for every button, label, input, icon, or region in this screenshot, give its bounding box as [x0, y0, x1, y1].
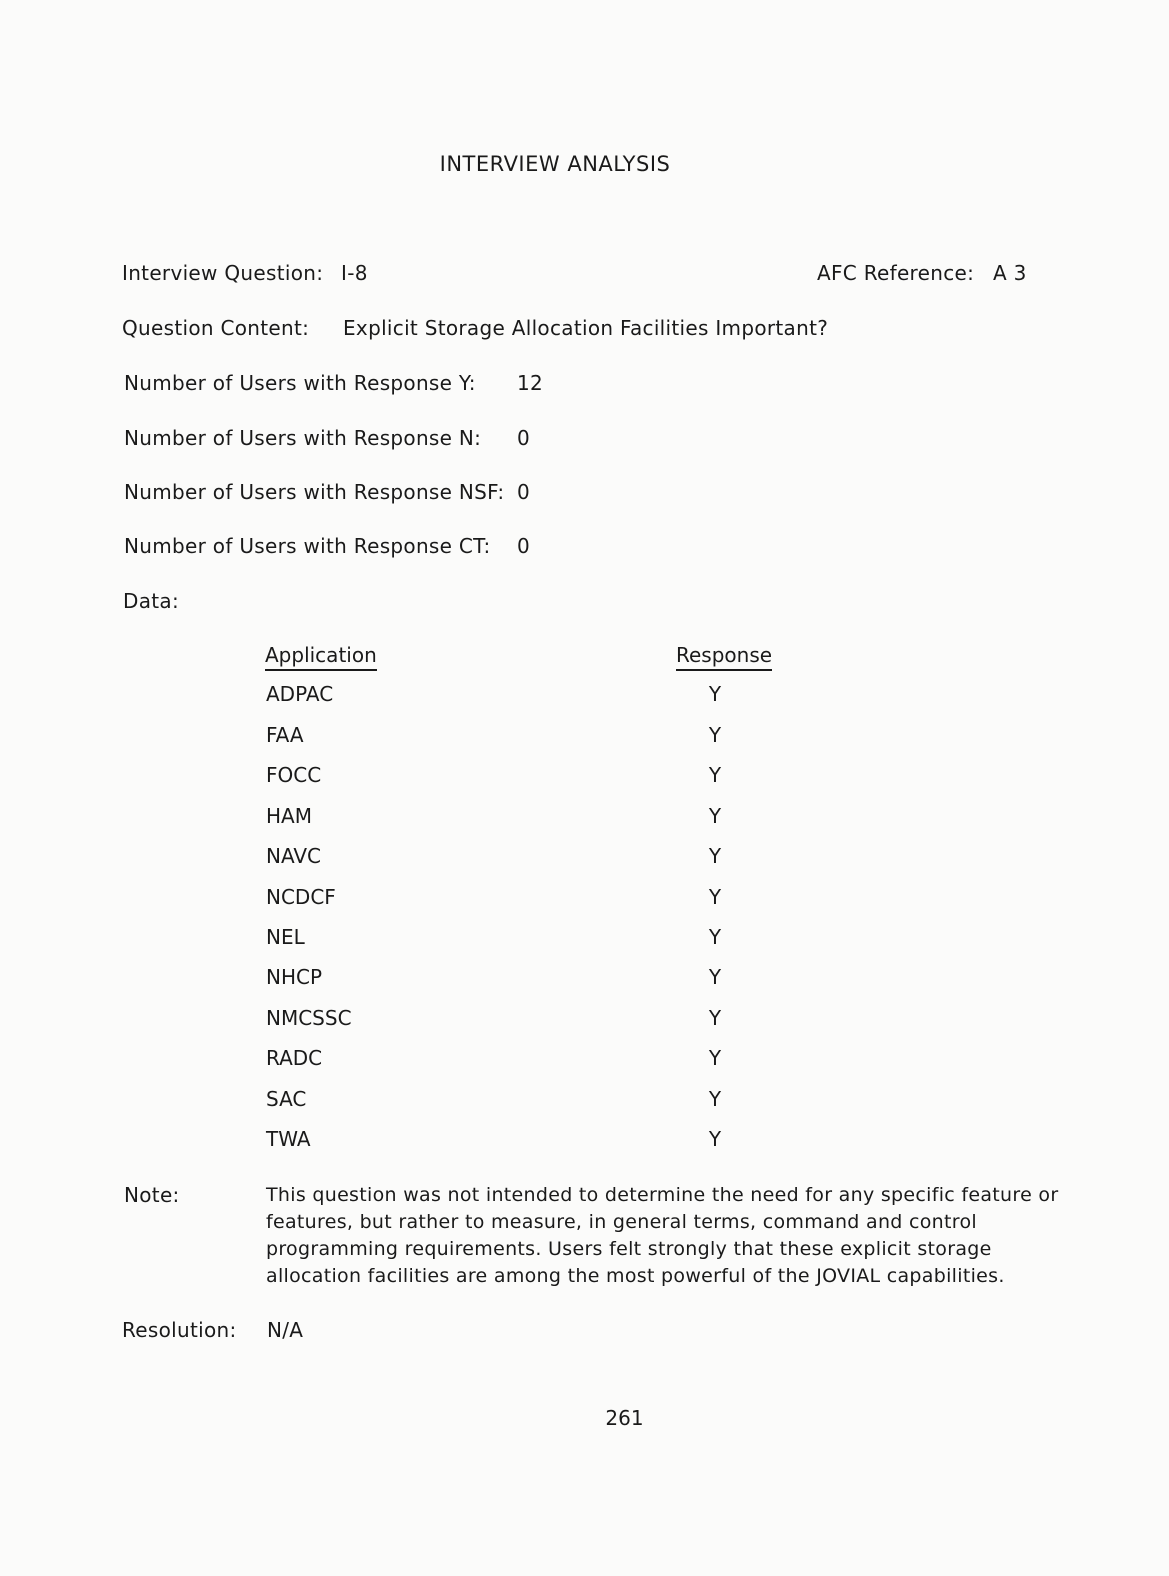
interview-question-label: Interview Question:	[122, 261, 324, 285]
note-text: This question was not intended to determine the need for any specific feature or features, but rather to measure, in general terms, command and control programming requirements. Users felt strongly that these explicit storage allocation facilities are among the most powerful of the JOVIAL capabilities.	[266, 1184, 1059, 1287]
table-row-response: Y	[708, 1127, 722, 1151]
page-number: 261	[605, 1406, 644, 1430]
table-row-application: NHCP	[266, 965, 323, 989]
count-value-ct: 0	[517, 534, 531, 558]
table-row-application: NEL	[266, 925, 305, 949]
table-row-response: Y	[708, 723, 722, 747]
resolution-value: N/A	[267, 1318, 304, 1342]
data-label: Data:	[123, 589, 179, 613]
table-row-response: Y	[708, 885, 722, 909]
table-row-response: Y	[708, 682, 722, 706]
table-row-application: TWA	[266, 1127, 311, 1151]
table-row-application: NCDCF	[266, 885, 336, 909]
table-row-application: HAM	[266, 804, 312, 828]
table-row-response: Y	[708, 965, 722, 989]
table-row-response: Y	[708, 1006, 722, 1030]
count-value-y: 12	[517, 371, 544, 395]
count-label-y: Number of Users with Response Y:	[124, 371, 476, 395]
count-label-ct: Number of Users with Response CT:	[124, 534, 491, 558]
count-value-n: 0	[517, 426, 531, 450]
table-row-application: RADC	[266, 1046, 323, 1070]
table-row-application: FOCC	[266, 763, 322, 787]
table-row-application: ADPAC	[266, 682, 334, 706]
response-column-header: Response	[676, 643, 772, 671]
table-row-application: NMCSSC	[266, 1006, 352, 1030]
table-row-response: Y	[708, 804, 722, 828]
afc-reference-label: AFC Reference:	[817, 261, 975, 285]
table-row-application: SAC	[266, 1087, 307, 1111]
count-label-n: Number of Users with Response N:	[124, 426, 482, 450]
page-title: INTERVIEW ANALYSIS	[439, 152, 671, 176]
application-column-header: Application	[265, 643, 377, 671]
question-content-value: Explicit Storage Allocation Facilities Important?	[343, 316, 829, 340]
table-row-application: FAA	[266, 723, 304, 747]
interview-question-value: I-8	[341, 261, 368, 285]
resolution-label: Resolution:	[122, 1318, 237, 1342]
note-label: Note:	[124, 1183, 180, 1207]
table-row-application: NAVC	[266, 844, 322, 868]
question-content-label: Question Content:	[122, 316, 310, 340]
table-row-response: Y	[708, 925, 722, 949]
table-row-response: Y	[708, 1087, 722, 1111]
table-row-response: Y	[708, 763, 722, 787]
table-row-response: Y	[708, 844, 722, 868]
count-value-nsf: 0	[517, 480, 531, 504]
table-row-response: Y	[708, 1046, 722, 1070]
afc-reference-value: A 3	[993, 261, 1027, 285]
count-label-nsf: Number of Users with Response NSF:	[124, 480, 505, 504]
